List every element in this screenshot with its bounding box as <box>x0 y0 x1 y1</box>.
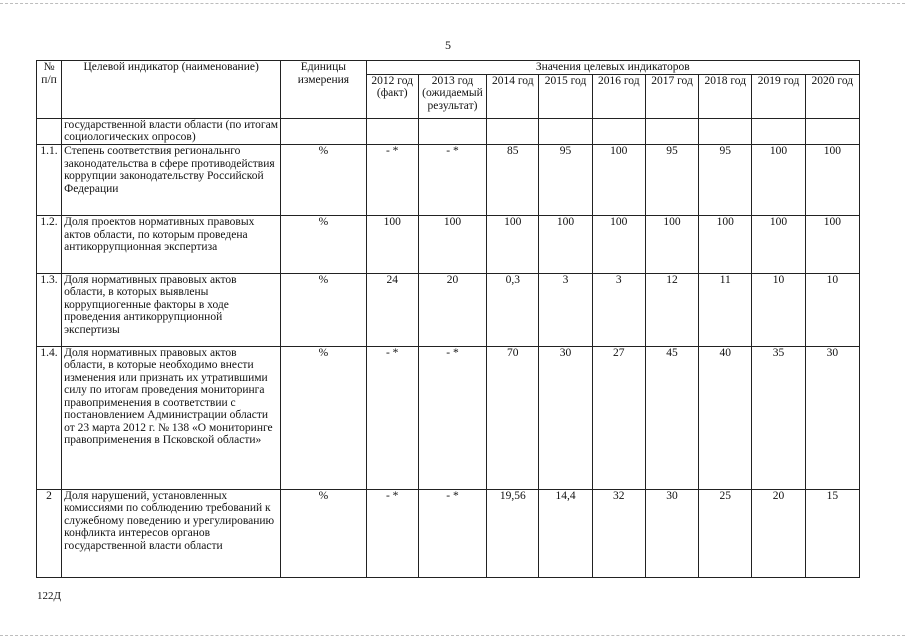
unit-cell <box>281 118 366 145</box>
value-cell <box>418 118 486 145</box>
value-cell: - * <box>418 346 486 489</box>
table-row <box>37 216 860 274</box>
value-cell: 45 <box>645 346 698 489</box>
indicators-table <box>36 60 860 578</box>
table-row <box>37 145 860 216</box>
table-row <box>37 346 860 489</box>
unit-cell: % <box>281 346 366 489</box>
value-cell <box>752 118 805 145</box>
value-cell <box>645 118 698 145</box>
value-cell: 10 <box>805 273 859 346</box>
indicator-name: Доля нарушений, установленных комиссиями по соблюдению требований к служебному поведению и урегулированию конфликта интересов органов государственной власти области <box>62 489 281 577</box>
value-cell: 100 <box>805 145 859 216</box>
table-row <box>37 273 860 346</box>
value-cell: 100 <box>487 216 539 274</box>
page-number: 5 <box>445 38 451 52</box>
value-cell: 32 <box>592 489 645 577</box>
value-cell: 100 <box>805 216 859 274</box>
row-number <box>37 118 62 145</box>
value-cell: 95 <box>699 145 752 216</box>
header-year: 2020 год <box>805 74 859 118</box>
value-cell <box>539 118 592 145</box>
header-row-1 <box>37 61 860 75</box>
value-cell: - * <box>366 489 418 577</box>
unit-cell: % <box>281 273 366 346</box>
value-cell: 24 <box>366 273 418 346</box>
header-unit: Единицы измерения <box>281 61 366 119</box>
value-cell: 100 <box>539 216 592 274</box>
value-cell: 100 <box>645 216 698 274</box>
unit-cell: % <box>281 145 366 216</box>
value-cell: 11 <box>699 273 752 346</box>
header-num: № п/п <box>37 61 62 119</box>
value-cell: 100 <box>366 216 418 274</box>
value-cell: 14,4 <box>539 489 592 577</box>
footer-code: 122Д <box>37 590 62 602</box>
value-cell: 19,56 <box>487 489 539 577</box>
header-year: 2016 год <box>592 74 645 118</box>
value-cell: - * <box>366 145 418 216</box>
value-cell: 20 <box>418 273 486 346</box>
value-cell: 3 <box>539 273 592 346</box>
value-cell <box>592 118 645 145</box>
value-cell: 3 <box>592 273 645 346</box>
value-cell: 100 <box>752 145 805 216</box>
value-cell: 95 <box>645 145 698 216</box>
indicator-name: Доля нормативных правовых актов области, в которые необходимо внести изменения или признать их утратившими силу по итогам проведения мониторинга правоприменения в соответствии с постановлением Администрации области от 23 марта 2012 г. № 138 «О мониторинге правоприменения в Псковской области» <box>62 346 281 489</box>
value-cell <box>805 118 859 145</box>
value-cell: 35 <box>752 346 805 489</box>
unit-cell: % <box>281 216 366 274</box>
header-year: 2018 год <box>699 74 752 118</box>
row-number: 1.2. <box>37 216 62 274</box>
indicator-name: Доля проектов нормативных правовых актов области, по которым проведена антикоррупционная экспертиза <box>62 216 281 274</box>
value-cell: - * <box>418 145 486 216</box>
value-cell: 95 <box>539 145 592 216</box>
table-row <box>37 489 860 577</box>
header-year: 2013 год (ожидаемый результат) <box>418 74 486 118</box>
scan-edge-top <box>0 3 905 4</box>
value-cell: 27 <box>592 346 645 489</box>
value-cell: 100 <box>418 216 486 274</box>
value-cell: 30 <box>539 346 592 489</box>
value-cell: 30 <box>805 346 859 489</box>
value-cell: 20 <box>752 489 805 577</box>
value-cell: 10 <box>752 273 805 346</box>
indicator-name: Степень соответствия региональнго законодательства в сфере противодействия коррупции законодательству Российской Федерации <box>62 145 281 216</box>
header-year: 2015 год <box>539 74 592 118</box>
value-cell <box>699 118 752 145</box>
value-cell: - * <box>418 489 486 577</box>
value-cell: 100 <box>592 216 645 274</box>
indicator-name: государственной власти области (по итогам социологических опросов) <box>62 118 281 145</box>
value-cell: 70 <box>487 346 539 489</box>
row-number: 1.1. <box>37 145 62 216</box>
header-year: 2017 год <box>645 74 698 118</box>
scan-edge-bottom <box>0 635 905 636</box>
value-cell: - * <box>366 346 418 489</box>
value-cell: 100 <box>592 145 645 216</box>
table-row <box>37 118 860 145</box>
value-cell: 30 <box>645 489 698 577</box>
header-year: 2012 год (факт) <box>366 74 418 118</box>
row-number: 2 <box>37 489 62 577</box>
value-cell: 40 <box>699 346 752 489</box>
value-cell: 25 <box>699 489 752 577</box>
value-cell: 85 <box>487 145 539 216</box>
value-cell: 15 <box>805 489 859 577</box>
value-cell: 100 <box>752 216 805 274</box>
row-number: 1.3. <box>37 273 62 346</box>
header-year: 2014 год <box>487 74 539 118</box>
value-cell <box>366 118 418 145</box>
unit-cell: % <box>281 489 366 577</box>
value-cell: 0,3 <box>487 273 539 346</box>
header-name: Целевой индикатор (наименование) <box>62 61 281 119</box>
value-cell: 12 <box>645 273 698 346</box>
value-cell <box>487 118 539 145</box>
header-values-group: Значения целевых индикаторов <box>366 61 859 75</box>
row-number: 1.4. <box>37 346 62 489</box>
indicator-name: Доля нормативных правовых актов области, в которых выявлены коррупциогенные факторы в ходе проведения антикоррупционной экспертизы <box>62 273 281 346</box>
header-year: 2019 год <box>752 74 805 118</box>
value-cell: 100 <box>699 216 752 274</box>
